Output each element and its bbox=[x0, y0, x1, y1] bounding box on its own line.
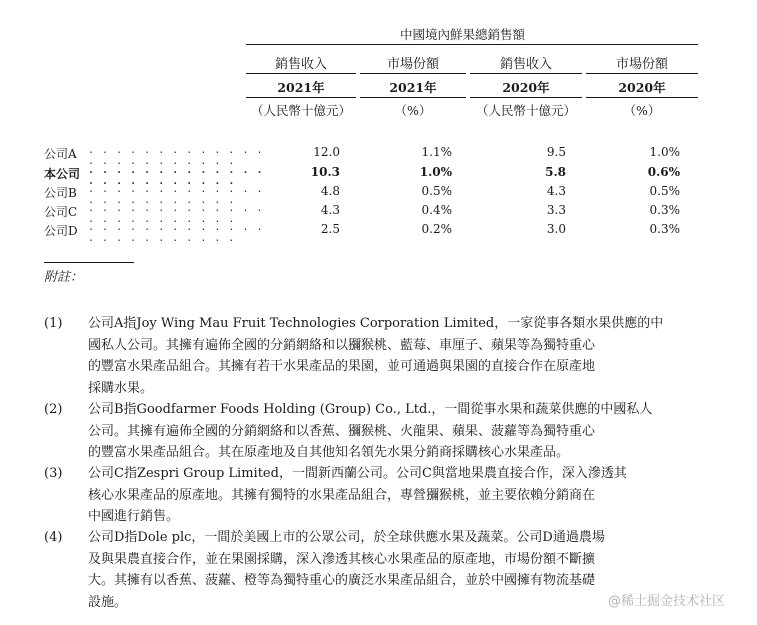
column-header-unit: （人民幣十億元） bbox=[250, 103, 351, 118]
row-name: 公司C bbox=[44, 205, 78, 219]
header-rule bbox=[246, 73, 356, 74]
cell-value: 4.3 bbox=[320, 203, 340, 217]
column-header-1 bbox=[246, 0, 356, 125]
note-line: 核心水果產品的原產地。其擁有獨特的水果產品組合，專營獼猴桃，並主要依賴分銷商在 bbox=[88, 487, 596, 503]
column-header-label: 市場份額 bbox=[615, 57, 668, 72]
cell-value: 1.0% bbox=[419, 165, 452, 179]
row-leader-dots: . . . . . . . . . . . . . . . . . . . . . . . . bbox=[88, 165, 264, 187]
row-name: 公司B bbox=[44, 186, 77, 200]
note-line: 及與果農直接合作，並在果園採購，深入滲透其核心水果產品的原產地，市場份額不斷擴 bbox=[88, 551, 596, 567]
cell-value: 12.0 bbox=[313, 145, 340, 159]
cell-value: 0.3% bbox=[649, 222, 680, 236]
column-header-label: 銷售收入 bbox=[274, 57, 327, 72]
note-body bbox=[88, 399, 738, 464]
cell-value: 10.3 bbox=[310, 165, 340, 179]
note-line: 採購水果。 bbox=[88, 380, 154, 396]
row-name: 本公司 bbox=[44, 167, 81, 181]
cell-value: 1.1% bbox=[421, 145, 452, 159]
table-row bbox=[44, 184, 694, 204]
note-item bbox=[44, 399, 694, 465]
column-header-year: 2020年 bbox=[502, 80, 550, 95]
header-rule bbox=[586, 73, 698, 74]
cell-value: 0.5% bbox=[649, 184, 680, 198]
cell-value: 3.0 bbox=[546, 222, 566, 236]
table-row bbox=[44, 222, 694, 242]
column-header-3 bbox=[470, 0, 582, 125]
cell-value: 0.4% bbox=[421, 203, 452, 217]
row-leader-dots: . . . . . . . . . . . . . . . . . . . . . . . . bbox=[88, 145, 264, 167]
note-line: 公司。其擁有遍佈全國的分銷網絡和以香蕉、獼猴桃、火龍果、蘋果、菠蘿等為獨特重心 bbox=[88, 423, 596, 439]
column-header-unit: （人民幣十億元） bbox=[475, 103, 576, 118]
table-row bbox=[44, 203, 694, 223]
cell-value: 3.3 bbox=[546, 203, 566, 217]
notes-rule bbox=[44, 262, 134, 263]
row-leader-dots: . . . . . . . . . . . . . . . . . . . . . . . . bbox=[88, 222, 264, 244]
note-item bbox=[44, 313, 694, 401]
header-rule bbox=[246, 97, 356, 98]
column-header-2 bbox=[360, 0, 466, 125]
note-line: 公司A指Joy Wing Mau Fruit Technologies Corporation Limited，一家從事各類水果供應的中 bbox=[88, 316, 664, 331]
note-body bbox=[88, 463, 738, 528]
table-title: 中國境內鮮果總銷售額 bbox=[400, 27, 526, 42]
column-header-unit: （%） bbox=[623, 103, 661, 118]
note-number: (2) bbox=[44, 402, 63, 417]
header-rule bbox=[360, 97, 466, 98]
cell-value: 4.3 bbox=[546, 184, 566, 198]
header-rule bbox=[470, 97, 582, 98]
cell-value: 0.3% bbox=[649, 203, 680, 217]
table-row bbox=[44, 145, 694, 165]
row-leader-dots: . . . . . . . . . . . . . . . . . . . . . . . . bbox=[88, 184, 264, 206]
note-line: 公司C指Zespri Group Limited，一間新西蘭公司。公司C與當地果農直接合作，深入滲透其 bbox=[88, 466, 627, 481]
column-header-year: 2021年 bbox=[389, 80, 437, 95]
notes-label: 附註： bbox=[44, 270, 84, 285]
cell-value: 2.5 bbox=[320, 222, 340, 236]
table-row bbox=[44, 165, 694, 185]
row-leader-dots: . . . . . . . . . . . . . . . . . . . . . . . . bbox=[88, 203, 264, 225]
note-line: 國私人公司。其擁有遍佈全國的分銷網絡和以獼猴桃、藍莓、車厘子、蘋果等為獨特重心 bbox=[88, 337, 596, 353]
note-body bbox=[88, 313, 738, 399]
note-item bbox=[44, 463, 694, 529]
column-header-year: 2020年 bbox=[618, 80, 666, 95]
note-line: 設施。 bbox=[88, 594, 128, 610]
cell-value: 0.2% bbox=[421, 222, 452, 236]
cell-value: 9.5 bbox=[546, 145, 566, 159]
column-header-unit: （%） bbox=[394, 103, 432, 118]
cell-value: 0.6% bbox=[647, 165, 680, 179]
column-header-label: 銷售收入 bbox=[499, 57, 552, 72]
note-number: (1) bbox=[44, 316, 63, 331]
note-number: (3) bbox=[44, 466, 63, 481]
note-line: 的豐富水果產品組合。其擁有若干水果產品的果園，並可通過與果園的直接合作在原產地 bbox=[88, 359, 596, 374]
note-line: 大。其擁有以香蕉、菠蘿、橙等為獨特重心的廣泛水果產品組合，並於中國擁有物流基礎 bbox=[88, 573, 596, 588]
header-rule bbox=[360, 73, 466, 74]
note-item bbox=[44, 527, 694, 615]
note-line: 公司B指Goodfarmer Foods Holding (Group) Co., Ltd.，一間從事水果和蔬菜供應的中國私人 bbox=[88, 402, 653, 417]
note-line: 的豐富水果產品組合。其在原產地及自其他知名領先水果分銷商採購核心水果產品。 bbox=[88, 445, 570, 460]
cell-value: 5.8 bbox=[545, 165, 566, 179]
header-rule bbox=[586, 97, 698, 98]
column-header-year: 2021年 bbox=[277, 80, 325, 95]
watermark-text: @稀土掘金技术社区 bbox=[608, 594, 726, 609]
note-line: 公司D指Dole plc，一間於美國上市的公眾公司，於全球供應水果及蔬菜。公司D通過農場 bbox=[88, 530, 605, 545]
column-header-label: 市場份額 bbox=[386, 57, 439, 72]
note-line: 中國進行銷售。 bbox=[88, 509, 180, 524]
row-name: 公司D bbox=[44, 224, 78, 238]
row-name: 公司A bbox=[44, 147, 77, 161]
header-rule bbox=[470, 73, 582, 74]
column-header-4 bbox=[586, 0, 698, 125]
note-number: (4) bbox=[44, 530, 63, 545]
cell-value: 1.0% bbox=[649, 145, 680, 159]
cell-value: 4.8 bbox=[320, 184, 340, 198]
cell-value: 0.5% bbox=[421, 184, 452, 198]
